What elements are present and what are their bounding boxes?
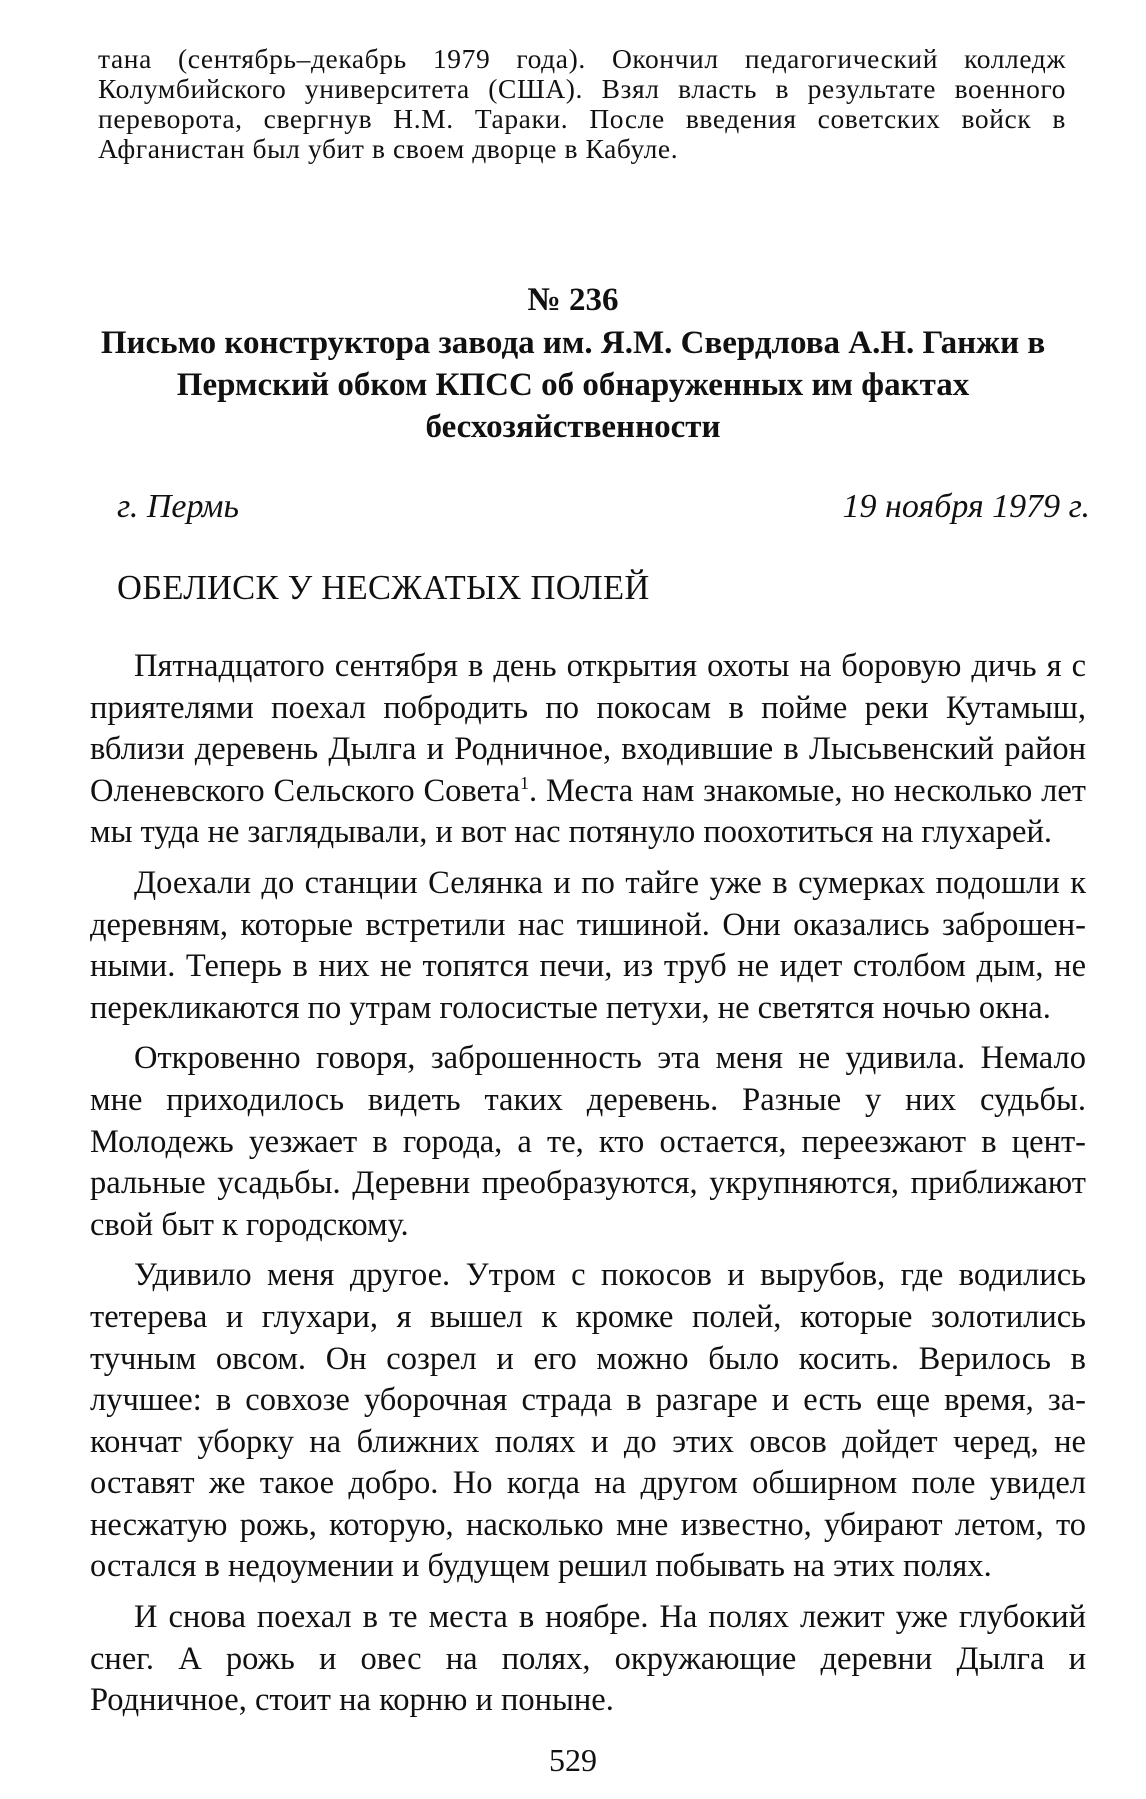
paragraph-4: Удивило меня другое. Утром с покосов и вырубов, где водились тетерева и глухари, я вышел к кромке полей, которые золотились тучным овсом. Он созрел и его можно было косить. Верилось в лучшее: в совхозе уборочная страда в разгаре и есть еще время, закончат уборку на ближних полях и до этих овсов дойдет черед, не оставят же такое добро. Но когда на другом обширном поле увидел несжатую рожь, которую, насколько мне известно, убирают летом, то остался в недоумении и будущем решил побывать на этих полях.	[90, 1257, 1086, 1585]
paragraph-2: Доехали до станции Селянка и по тайге уже в сумерках подошли к деревням, которые встретили нас тишиной. Они оказались заброшенными. Теперь в них не топятся печи, из труб не идет столбом дым, не перекликаются по утрам голосистые петухи, не светятся ночью окна.	[90, 864, 1086, 1026]
footnote-reference: 1	[520, 772, 529, 793]
document-number: № 236	[527, 282, 619, 318]
paragraph-5: И снова поехал в те места в ноябре. На полях лежит уже глубокий снег. А рожь и овес на полях, окружающие деревни Дылга и Родничное, стоит на корню и поныне.	[90, 1599, 1086, 1719]
document-title: Письмо конструктора завода им. Я.М. Свердлова А.Н. Ганжи в Пермский обком КПСС об обнаруженных им фактах бесхозяйственности	[100, 325, 1046, 445]
article-heading: ОБЕЛИСК У НЕСЖАТЫХ ПОЛЕЙ	[117, 569, 650, 607]
article-body	[90, 646, 1086, 1731]
paragraph-3: Откровенно говоря, заброшенность эта меня не удивила. Немало мне приходилось видеть таких деревень. Разные у них судьбы. Молодежь уезжает в города, а те, кто остается, переезжают в центральные усадьбы. Деревни преобразуются, укрупняются, приближают свой быт к городскому.	[90, 1040, 1086, 1243]
paragraph-1-text-b: . Места нам знакомые, но несколько лет мы туда не заглядывали, и вот нас потянуло поохотиться на глухарей.	[90, 772, 1086, 851]
page-number: 529	[549, 1742, 597, 1778]
footnote-continuation: тана (сентябрь–декабрь 1979 года). Окончил педагогический колледж Колумбийского университета (США). Взял власть в результате военного переворота, свергнув Н.М. Тараки. После введения советских войск в Афганистан был убит в своем дворце в Кабуле.	[98, 43, 1066, 164]
document-place: г. Пермь	[117, 488, 239, 525]
paragraph-1-text-a: Пятнадцатого сентября в день открытия охоты на боровую дичь я с приятелями поехал побродить по покосам в пойме реки Кутамыш, вблизи деревень Дылга и Родничное, входившие в Лысьвенский район Оленевского Сельского Совета	[90, 648, 1086, 809]
document-date: 19 ноября 1979 г.	[842, 488, 1090, 525]
paragraph-1	[90, 646, 1086, 854]
